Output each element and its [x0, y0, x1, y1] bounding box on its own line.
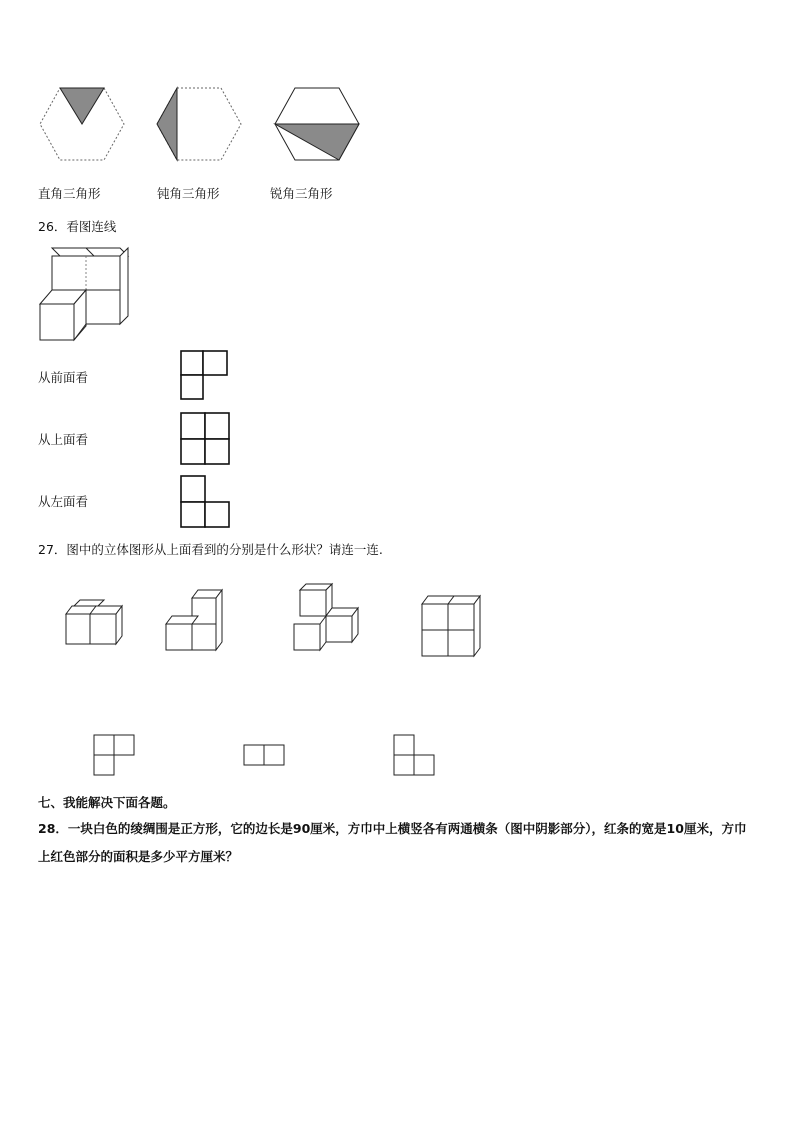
triangle-label-obtuse: 钝角三角形 [157, 186, 220, 201]
question-28-text: 一块白色的绫绸围是正方形，它的边长是90厘米，方巾中上横竖各有两通横条（图中阴影部分），红条的宽是10厘米，方巾上红色部分的面积是多少平方厘米？ [38, 821, 747, 864]
question-26-number: 26． [38, 219, 67, 234]
view-label-top: 从上面看 [38, 432, 89, 447]
question-28-number: 28． [38, 821, 68, 836]
top-view-shape-2 [243, 744, 287, 768]
question-26-heading [38, 219, 116, 235]
question-26-title: 看图连线 [66, 219, 117, 234]
view-shape-c [180, 475, 232, 529]
hexagon-acute-triangle-figure [273, 84, 363, 164]
triangle-label-acute: 锐角三角形 [270, 186, 333, 201]
solid-figure-3 [290, 582, 370, 652]
view-label-left: 从左面看 [38, 494, 89, 509]
top-view-shape-1 [93, 734, 137, 778]
question-28-paragraph [38, 815, 756, 871]
section-7-heading: 七、我能解决下面各题。 [38, 795, 176, 810]
hexagon-obtuse-triangle-figure [155, 84, 245, 164]
solid-figure-2 [164, 588, 234, 654]
question-27-title: 图中的立体图形从上面看到的分别是什么形状？请连一连. [66, 542, 383, 557]
cube-stack-figure [38, 244, 138, 344]
top-view-shape-3 [393, 734, 437, 778]
solid-figure-4 [420, 594, 486, 660]
solid-figure-1 [62, 600, 132, 650]
triangle-label-right: 直角三角形 [38, 186, 101, 201]
hexagon-right-triangle-figure [38, 84, 128, 164]
view-shape-a [180, 350, 230, 402]
view-shape-b [180, 412, 232, 466]
question-27-number: 27． [38, 542, 67, 557]
question-27-heading [38, 542, 383, 558]
view-label-front: 从前面看 [38, 370, 89, 385]
